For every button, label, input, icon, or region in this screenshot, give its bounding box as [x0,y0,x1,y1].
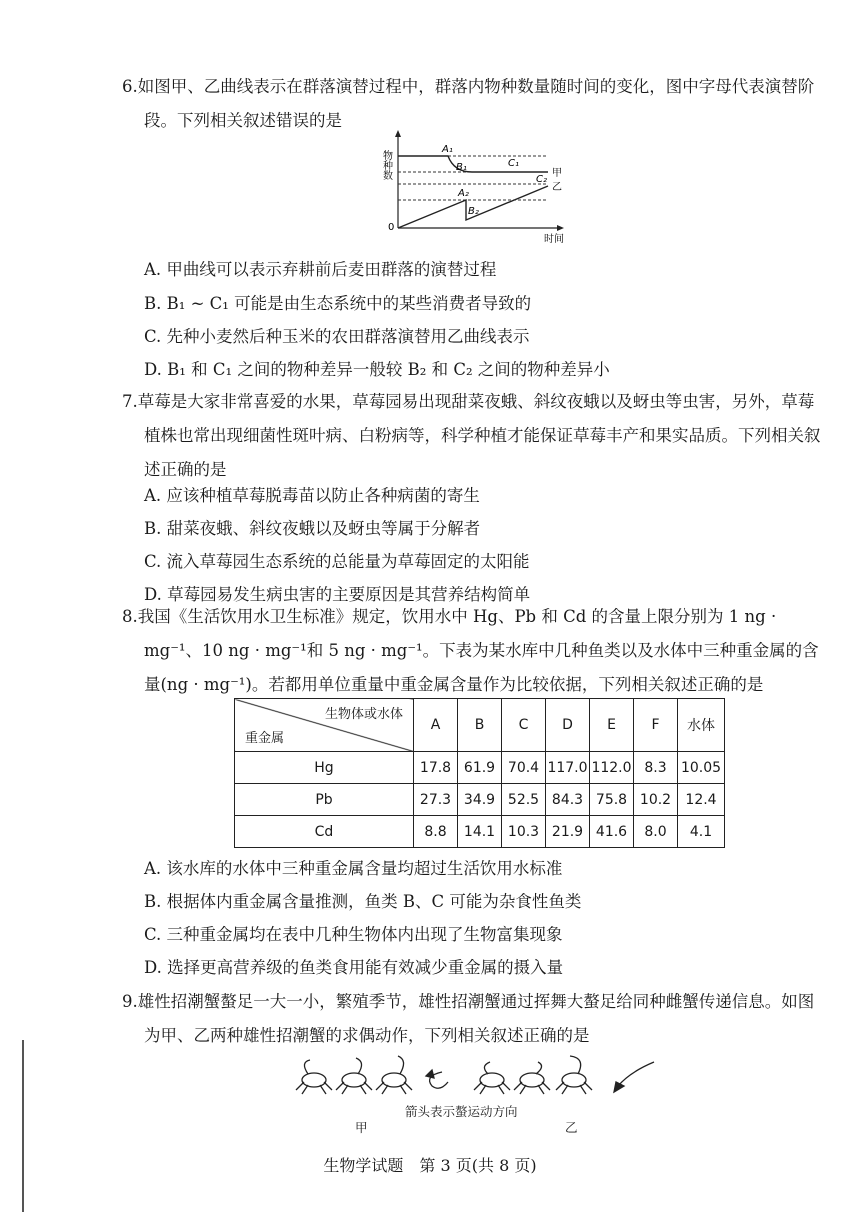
question-number: 8. [122,607,138,626]
column-header: D [546,699,590,752]
table-cell: 8.3 [634,752,678,784]
question-9 [122,985,822,1053]
table-cell: 52.5 [502,784,546,816]
table-row [235,752,725,784]
q7-option-a: A. 应该种植草莓脱毒苗以防止各种病菌的寄生 [144,486,480,505]
label-a1: A₁ [442,144,453,155]
table-corner-cell [235,699,414,752]
table-cell: 14.1 [458,816,502,848]
table-cell: 70.4 [502,752,546,784]
crab-jia-1-icon [296,1060,332,1094]
question-8-stem [122,600,822,702]
arrow-yi-icon [618,1062,654,1086]
question-7-stem [122,385,822,487]
table-cell: 34.9 [458,784,502,816]
column-header: F [634,699,678,752]
q6-option-b: B. B₁ ~ C₁ 可能是由生态系统中的某些消费者导致的 [144,294,532,313]
label-jia: 甲 [552,168,562,179]
x-axis-label: 时间 [544,234,564,245]
table-header-row [235,699,725,752]
question-text: 我国《生活饮用水卫生标准》规定，饮用水中 Hg、Pb 和 Cd 的含量上限分别为 1 ng · mg⁻¹、10 ng · mg⁻¹和 5 ng · mg⁻¹。下表为某水库中几种鱼类以及水体中三种重金属的含量(ng · mg⁻¹)。若都用单位重量中重金属含量作为比较依据，下列相关叙述正确的是 [137,607,819,694]
crab-yi-3-icon [556,1056,592,1094]
column-header: C [502,699,546,752]
q8-option-d: D. 选择更高营养级的鱼类食用能有效减少重金属的摄入量 [144,958,564,977]
table-cell: 10.05 [678,752,725,784]
table-cell: 10.2 [634,784,678,816]
question-number: 6. [122,77,138,96]
label-b2: B₂ [468,206,479,217]
question-number: 7. [122,392,138,411]
question-9-stem [122,985,822,1053]
q6-option-d: D. B₁ 和 C₁ 之间的物种差异一般较 B₂ 和 C₂ 之间的物种差异小 [144,360,610,379]
table-cell: 84.3 [546,784,590,816]
label-c2: C₂ [536,174,547,185]
crab-jia-3-icon [376,1056,412,1094]
table-cell: 17.8 [414,752,458,784]
label-yi: 乙 [552,182,562,193]
figure-label-yi: 乙 [565,1120,578,1135]
table-row [235,784,725,816]
table-cell: 41.6 [590,816,634,848]
corner-top-label: 生物体或水体 [324,707,403,722]
question-text: 雄性招潮蟹螯足一大一小，繁殖季节，雄性招潮蟹通过挥舞大螯足给同种雌蟹传递信息。如图为甲、乙两种雄性招潮蟹的求偶动作，下列相关叙述正确的是 [137,992,815,1045]
label-c1: C₁ [508,158,519,169]
q6-option-c: C. 先种小麦然后种玉米的农田群落演替用乙曲线表示 [144,327,530,346]
row-header: Cd [235,816,414,848]
row-header: Pb [235,784,414,816]
column-header: B [458,699,502,752]
table-cell: 10.3 [502,816,546,848]
figure-caption: 箭头表示螯运动方向 [405,1104,518,1119]
question-number: 9. [122,992,138,1011]
corner-bottom-label: 重金属 [245,731,285,746]
label-b1: B₁ [456,162,467,173]
q8-option-b: B. 根据体内重金属含量推测，鱼类 B、C 可能为杂食性鱼类 [144,892,582,911]
crab-jia-2-icon [336,1058,372,1094]
table-cell: 8.0 [634,816,678,848]
heavy-metal-table [234,698,725,848]
q8-option-a: A. 该水库的水体中三种重金属含量均超过生活饮用水标准 [144,859,563,878]
curve-jia [398,156,548,172]
q8-option-c: C. 三种重金属均在表中几种生物体内出现了生物富集现象 [144,925,563,944]
table-cell: 27.3 [414,784,458,816]
q7-option-c: C. 流入草莓园生态系统的总能量为草莓固定的太阳能 [144,552,530,571]
column-header: 水体 [678,699,725,752]
origin-label: 0 [388,222,395,233]
question-text: 如图甲、乙曲线表示在群落演替过程中，群落内物种数量随时间的变化，图中字母代表演替阶段。下列相关叙述错误的是 [137,77,815,130]
page-binding-edge [22,1040,24,1212]
question-7 [122,385,822,487]
table-cell: 75.8 [590,784,634,816]
crab-yi-2-icon [514,1062,550,1094]
column-header: A [414,699,458,752]
table-cell: 117.0 [546,752,590,784]
q6-option-a: A. 甲曲线可以表示弃耕前后麦田群落的演替过程 [144,260,497,279]
row-header: Hg [235,752,414,784]
y-axis-label: 物种数 [380,150,392,180]
label-a2: A₂ [458,188,469,199]
table-cell: 4.1 [678,816,725,848]
table-cell: 21.9 [546,816,590,848]
table-row [235,816,725,848]
crab-yi-1-icon [474,1062,510,1094]
column-header: E [590,699,634,752]
table-cell: 61.9 [458,752,502,784]
q7-option-d: D. 草莓园易发生病虫害的主要原因是其营养结构简单 [144,585,531,604]
question-8 [122,600,822,702]
q7-option-b: B. 甜菜夜蛾、斜纹夜蛾以及蚜虫等属于分解者 [144,519,481,538]
succession-graph [368,128,568,246]
table-cell: 112.0 [590,752,634,784]
table-cell: 12.4 [678,784,725,816]
table-cell: 8.8 [414,816,458,848]
question-text: 草莓是大家非常喜爱的水果，草莓园易出现甜菜夜蛾、斜纹夜蛾以及蚜虫等虫害，另外，草莓植株也常出现细菌性斑叶病、白粉病等，科学种植才能保证草莓丰产和果实品质。下列相关叙述正确的是 [137,392,821,479]
figure-label-jia: 甲 [355,1120,368,1135]
page-footer: 生物学试题 第 3 页(共 8 页) [323,1156,537,1175]
fiddler-crab-figure [292,1052,656,1098]
